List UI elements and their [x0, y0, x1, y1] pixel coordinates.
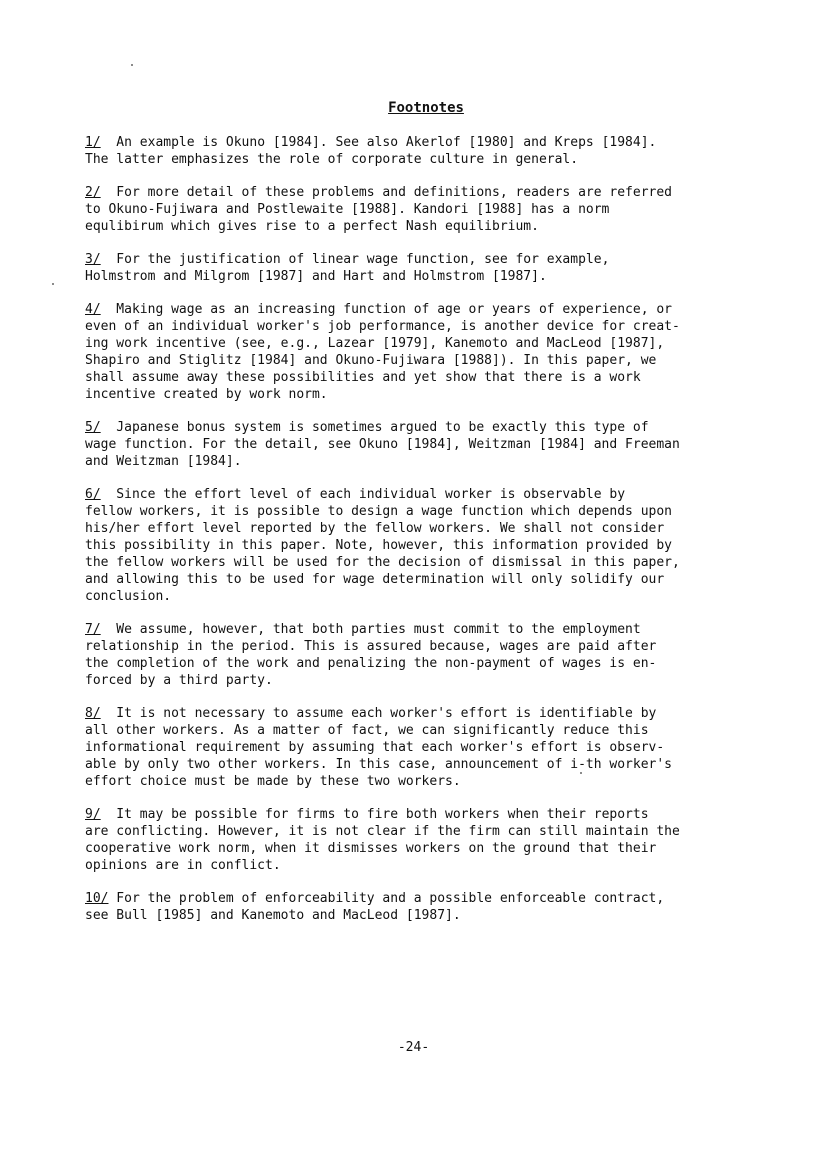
footnote-number: 8/ [85, 706, 101, 721]
footnote-6 [85, 486, 733, 605]
footnote-line: the completion of the work and penalizing the non-payment of wages is en- [85, 656, 657, 671]
footnote-line [85, 301, 733, 318]
footnotes-heading [0, 99, 827, 117]
footnote-text: For the problem of enforceability and a possible enforceable contract, [108, 891, 665, 906]
footnote-line [85, 184, 733, 201]
footnote-line [85, 134, 733, 151]
footnote-number: 3/ [85, 252, 101, 267]
footnote-line: relationship in the period. This is assured because, wages are paid after [85, 639, 657, 654]
footnote-line: his/her effort level reported by the fellow workers. We shall not consider [85, 521, 665, 536]
footnote-line: Shapiro and Stiglitz [1984] and Okuno-Fujiwara [1988]). In this paper, we [85, 353, 657, 368]
footnote-line: informational requirement by assuming that each worker's effort is observ- [85, 740, 665, 755]
footnote-line: the fellow workers will be used for the decision of dismissal in this paper, [85, 555, 680, 570]
footnote-line: fellow workers, it is possible to design a wage function which depends upon [85, 504, 672, 519]
footnote-line: to Okuno-Fujiwara and Postlewaite [1988]. Kandori [1988] has a norm [85, 202, 610, 217]
footnote-line [85, 251, 733, 268]
footnote-number: 2/ [85, 185, 101, 200]
scan-speck [131, 64, 133, 66]
footnote-line: all other workers. As a matter of fact, we can significantly reduce this [85, 723, 649, 738]
scan-speck [580, 772, 582, 774]
footnote-text: For the justification of linear wage function, see for example, [100, 252, 610, 267]
footnote-4 [85, 301, 733, 403]
footnote-line [85, 486, 733, 503]
footnote-line [85, 806, 733, 823]
page-number: -24- [397, 1040, 430, 1055]
footnote-line: cooperative work norm, when it dismisses workers on the ground that their [85, 841, 657, 856]
scan-speck [52, 283, 54, 285]
footnote-line: and Weitzman [1984]. [85, 454, 242, 469]
footnote-line: are conflicting. However, it is not clear if the firm can still maintain the [85, 824, 680, 839]
footnote-line: wage function. For the detail, see Okuno [1984], Weitzman [1984] and Freeman [85, 437, 680, 452]
footnote-line: and allowing this to be used for wage determination will only solidify our [85, 572, 665, 587]
footnote-line [85, 890, 733, 907]
footnote-line: incentive created by work norm. [85, 387, 328, 402]
footnote-line [85, 705, 733, 722]
footnote-1 [85, 134, 733, 168]
footnote-text: For more detail of these problems and definitions, readers are referred [100, 185, 673, 200]
footnote-8 [85, 705, 733, 790]
footnote-5 [85, 419, 733, 470]
footnote-line [85, 419, 733, 436]
footnote-text: It may be possible for firms to fire both workers when their reports [100, 807, 649, 822]
footnote-text: An example is Okuno [1984]. See also Akerlof [1980] and Kreps [1984]. [100, 135, 657, 150]
footnote-line: Holmstrom and Milgrom [1987] and Hart and Holmstrom [1987]. [85, 269, 547, 284]
footnote-line: forced by a third party. [85, 673, 273, 688]
footnote-line: The latter emphasizes the role of corporate culture in general. [85, 152, 579, 167]
footnote-line: this possibility in this paper. Note, however, this information provided by [85, 538, 672, 553]
footnote-line: effort choice must be made by these two workers. [85, 774, 461, 789]
footnote-number: 7/ [85, 622, 101, 637]
footnote-text: Making wage as an increasing function of age or years of experience, or [100, 302, 673, 317]
footnote-line: ing work incentive (see, e.g., Lazear [1979], Kanemoto and MacLeod [1987], [85, 336, 665, 351]
footnote-number: 5/ [85, 420, 101, 435]
footnote-2 [85, 184, 733, 235]
footnotes-title: Footnotes [388, 100, 464, 116]
footnote-number: 9/ [85, 807, 101, 822]
footnote-line: conclusion. [85, 589, 172, 604]
footnote-number: 1/ [85, 135, 101, 150]
footnote-10 [85, 890, 733, 924]
footnote-number: 4/ [85, 302, 101, 317]
footnote-line: equlibirum which gives rise to a perfect Nash equilibrium. [85, 219, 539, 234]
footnote-line: shall assume away these possibilities and yet show that there is a work [85, 370, 641, 385]
footnote-line [85, 621, 733, 638]
footnote-line: see Bull [1985] and Kanemoto and MacLeod [1987]. [85, 908, 461, 923]
footnote-number: 6/ [85, 487, 101, 502]
footnote-9 [85, 806, 733, 874]
footnote-line: even of an individual worker's job performance, is another device for creat- [85, 319, 680, 334]
footnote-line: opinions are in conflict. [85, 858, 281, 873]
footnote-text: Since the effort level of each individual worker is observable by [100, 487, 626, 502]
footnote-3 [85, 251, 733, 285]
footnote-number: 10/ [85, 891, 109, 906]
footnote-text: It is not necessary to assume each worker's effort is identifiable by [100, 706, 657, 721]
footnote-7 [85, 621, 733, 689]
footnotes-list [85, 134, 733, 940]
footnote-text: Japanese bonus system is sometimes argued to be exactly this type of [100, 420, 649, 435]
footnote-text: We assume, however, that both parties must commit to the employment [100, 622, 641, 637]
footnote-line: able by only two other workers. In this case, announcement of i-th worker's [85, 757, 672, 772]
